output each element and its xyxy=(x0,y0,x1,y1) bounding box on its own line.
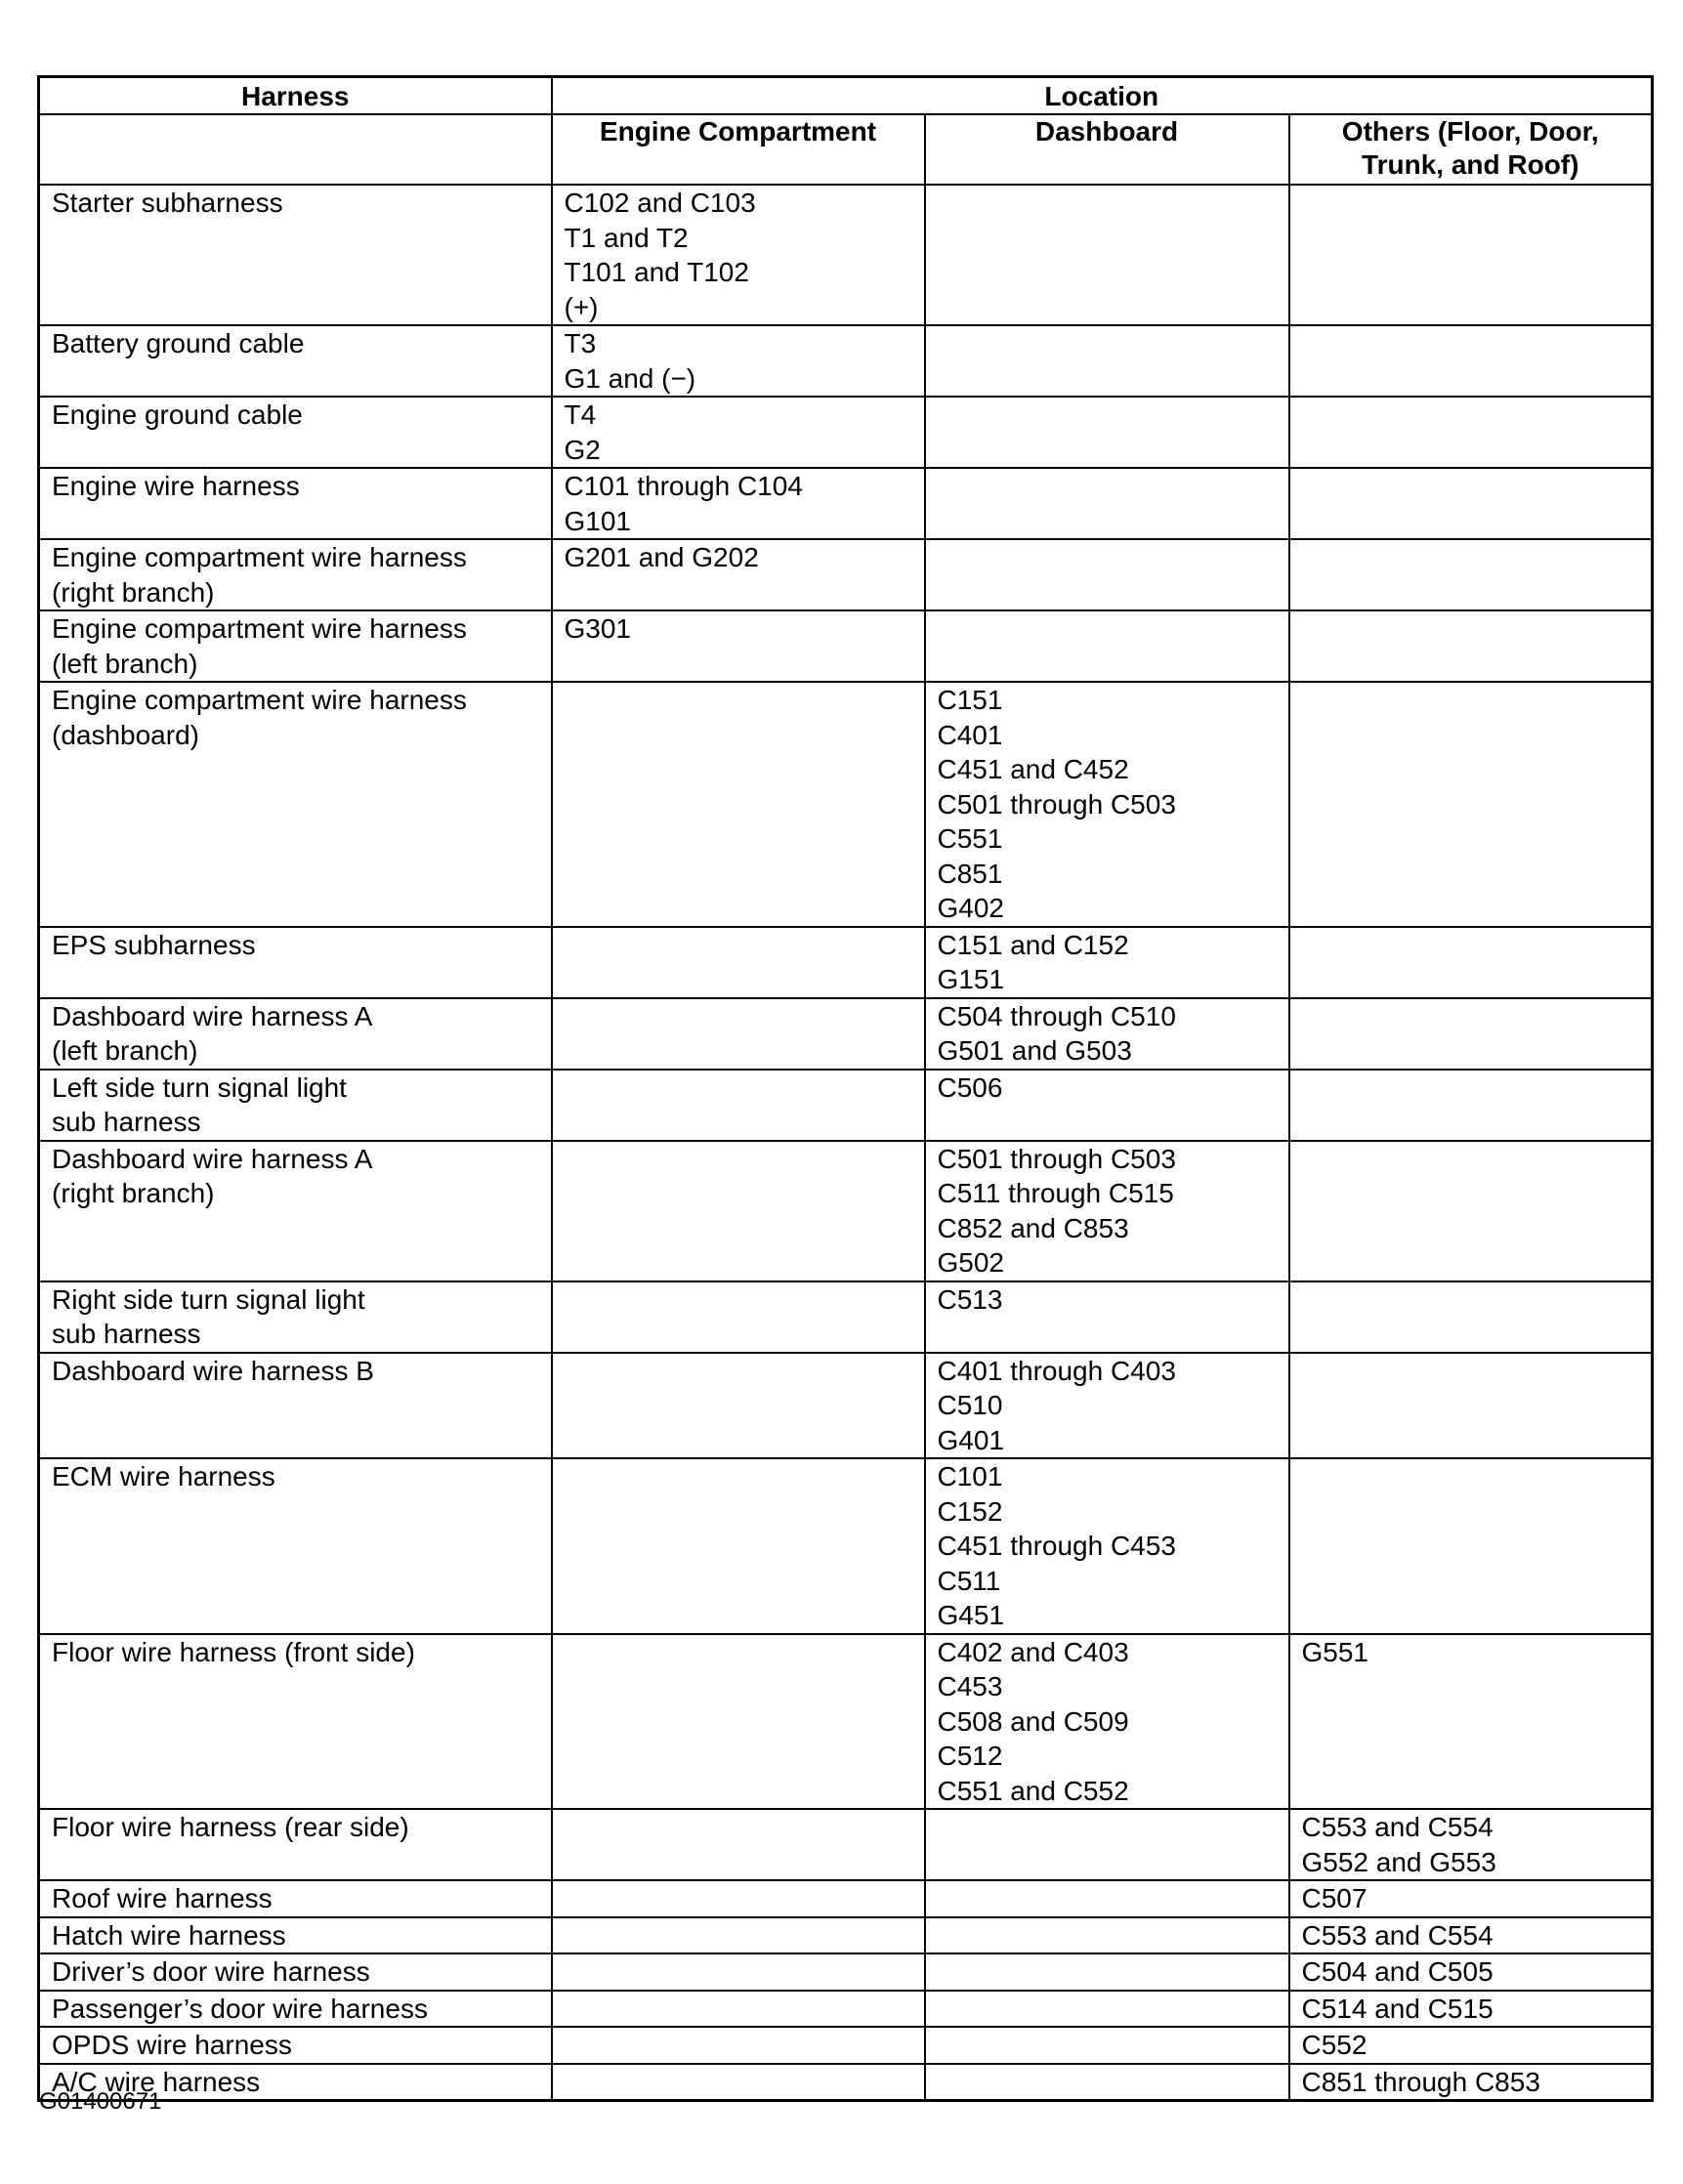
dashboard-cell xyxy=(925,682,1289,927)
table-row xyxy=(39,468,1653,539)
dashboard-cell xyxy=(925,1953,1289,1991)
dashboard-cell xyxy=(925,1353,1289,1459)
cell-line: Battery ground cable xyxy=(52,328,305,358)
engine-compartment-cell xyxy=(552,927,925,998)
engine-compartment-cell xyxy=(552,1281,925,1353)
header-harness: Harness xyxy=(39,77,552,115)
table-row xyxy=(39,325,1653,397)
dashboard-cell xyxy=(925,468,1289,539)
header-others xyxy=(1289,114,1653,185)
dashboard-cell xyxy=(925,397,1289,468)
header-harness-blank xyxy=(39,114,552,185)
engine-compartment-cell xyxy=(552,2064,925,2101)
dashboard-cell xyxy=(925,1070,1289,1141)
cell-line: C551 and C552 xyxy=(937,1775,1129,1806)
dashboard-cell xyxy=(925,998,1289,1070)
harness-cell xyxy=(39,1634,552,1810)
cell-line: C510 xyxy=(937,1390,1003,1420)
table-body xyxy=(39,185,1653,2101)
cell-line: C551 xyxy=(937,823,1003,854)
others-cell xyxy=(1289,2064,1653,2101)
table-row xyxy=(39,397,1653,468)
engine-compartment-cell xyxy=(552,1917,925,1954)
engine-compartment-cell xyxy=(552,610,925,682)
cell-line: Hatch wire harness xyxy=(52,1919,286,1951)
cell-line: (+) xyxy=(564,291,599,322)
others-cell xyxy=(1289,998,1653,1070)
engine-compartment-cell xyxy=(552,1880,925,1917)
cell-line: C501 through C503 xyxy=(937,1143,1176,1174)
others-cell xyxy=(1289,1141,1653,1281)
dashboard-cell xyxy=(925,1809,1289,1880)
harness-cell xyxy=(39,1809,552,1880)
cell-line: G151 xyxy=(937,964,1004,994)
table-row xyxy=(39,2064,1653,2101)
engine-compartment-cell xyxy=(552,468,925,539)
harness-cell xyxy=(39,1458,552,1634)
others-cell xyxy=(1289,1809,1653,1880)
cell-line: C852 and C853 xyxy=(937,1212,1129,1243)
cell-line: T101 and T102 xyxy=(564,257,749,287)
harness-cell xyxy=(39,325,552,397)
table-row xyxy=(39,927,1653,998)
table-row xyxy=(39,1141,1653,1281)
others-cell xyxy=(1289,468,1653,539)
cell-line: C553 and C554 xyxy=(1301,1919,1494,1951)
cell-line: sub harness xyxy=(52,1107,201,1137)
table-row xyxy=(39,1917,1653,1954)
others-cell xyxy=(1289,539,1653,610)
header-dashboard: Dashboard xyxy=(925,114,1289,185)
cell-line: OPDS wire harness xyxy=(52,2030,292,2060)
cell-line: C511 through C515 xyxy=(937,1178,1174,1208)
table-row xyxy=(39,682,1653,927)
cell-line: Passenger’s door wire harness xyxy=(52,1993,428,2024)
harness-cell xyxy=(39,185,552,325)
cell-line: Engine wire harness xyxy=(52,471,300,501)
harness-cell xyxy=(39,1070,552,1141)
table-row xyxy=(39,185,1653,325)
cell-line: (right branch) xyxy=(52,576,215,608)
cell-line: C402 and C403 xyxy=(937,1636,1129,1667)
others-cell xyxy=(1289,1953,1653,1991)
cell-line: C504 through C510 xyxy=(937,1000,1176,1031)
cell-line: A/C wire harness xyxy=(52,2066,261,2097)
cell-line: C152 xyxy=(937,1495,1003,1527)
table-row xyxy=(39,1070,1653,1141)
cell-line: EPS subharness xyxy=(52,929,256,960)
cell-line: Right side turn signal light xyxy=(52,1283,365,1315)
harness-cell xyxy=(39,1353,552,1459)
harness-location-table xyxy=(37,75,1654,2102)
table-row xyxy=(39,998,1653,1070)
cell-line: C453 xyxy=(937,1671,1003,1701)
engine-compartment-cell xyxy=(552,397,925,468)
cell-line: C851 through C853 xyxy=(1301,2066,1540,2097)
others-cell xyxy=(1289,185,1653,325)
cell-line: C553 and C554 xyxy=(1301,1812,1494,1842)
others-cell xyxy=(1289,1458,1653,1634)
harness-cell xyxy=(39,927,552,998)
cell-line: G502 xyxy=(937,1247,1004,1278)
engine-compartment-cell xyxy=(552,1991,925,2028)
cell-line: G401 xyxy=(937,1424,1004,1455)
header-others-line: Others (Floor, Door, xyxy=(1341,116,1599,147)
cell-line: G201 and G202 xyxy=(564,542,759,572)
engine-compartment-cell xyxy=(552,1141,925,1281)
cell-line: Dashboard wire harness B xyxy=(52,1355,374,1386)
dashboard-cell xyxy=(925,2027,1289,2064)
header-location: Location xyxy=(552,77,1653,115)
cell-line: C101 xyxy=(937,1461,1003,1491)
dashboard-cell xyxy=(925,1281,1289,1353)
engine-compartment-cell xyxy=(552,2027,925,2064)
cell-line: Left side turn signal light xyxy=(52,1071,347,1103)
cell-line: C102 and C103 xyxy=(564,188,756,218)
cell-line: C506 xyxy=(937,1071,1003,1103)
table-row xyxy=(39,1458,1653,1634)
harness-cell xyxy=(39,998,552,1070)
cell-line: T1 and T2 xyxy=(564,222,689,253)
table-row xyxy=(39,2027,1653,2064)
harness-cell xyxy=(39,468,552,539)
others-cell xyxy=(1289,1917,1653,1954)
cell-line: C451 through C453 xyxy=(937,1531,1176,1561)
table-row xyxy=(39,1634,1653,1810)
cell-line: G2 xyxy=(564,434,601,465)
cell-line: G451 xyxy=(937,1600,1004,1630)
table-row xyxy=(39,610,1653,682)
others-cell xyxy=(1289,1880,1653,1917)
others-cell xyxy=(1289,2027,1653,2064)
harness-cell xyxy=(39,397,552,468)
table-row xyxy=(39,1809,1653,1880)
cell-line: Floor wire harness (rear side) xyxy=(52,1812,409,1842)
harness-cell xyxy=(39,1880,552,1917)
harness-cell xyxy=(39,1281,552,1353)
engine-compartment-cell xyxy=(552,1809,925,1880)
cell-line: ECM wire harness xyxy=(52,1461,275,1491)
cell-line: T3 xyxy=(564,328,597,358)
harness-cell xyxy=(39,1141,552,1281)
cell-line: Engine ground cable xyxy=(52,399,303,430)
cell-line: C451 and C452 xyxy=(937,754,1129,784)
cell-line: Driver’s door wire harness xyxy=(52,1956,370,1987)
cell-line: G301 xyxy=(564,613,631,644)
others-cell xyxy=(1289,927,1653,998)
cell-line: G501 and G503 xyxy=(937,1035,1132,1066)
cell-line: G1 and (−) xyxy=(564,362,696,394)
others-cell xyxy=(1289,1281,1653,1353)
cell-line: (left branch) xyxy=(52,648,198,679)
cell-line: C552 xyxy=(1301,2030,1367,2060)
harness-cell xyxy=(39,682,552,927)
dashboard-cell xyxy=(925,185,1289,325)
cell-line: sub harness xyxy=(52,1319,201,1349)
engine-compartment-cell xyxy=(552,539,925,610)
figure-id: G01400671 xyxy=(39,2088,162,2115)
harness-cell xyxy=(39,1991,552,2028)
engine-compartment-cell xyxy=(552,1953,925,1991)
dashboard-cell xyxy=(925,1991,1289,2028)
harness-cell xyxy=(39,610,552,682)
cell-line: T4 xyxy=(564,399,597,430)
cell-line: Dashboard wire harness A xyxy=(52,1143,373,1174)
cell-line: C512 xyxy=(937,1741,1003,1771)
engine-compartment-cell xyxy=(552,1458,925,1634)
cell-line: C851 xyxy=(937,858,1003,889)
engine-compartment-cell xyxy=(552,1353,925,1459)
cell-line: C511 xyxy=(937,1565,1001,1596)
others-cell xyxy=(1289,1634,1653,1810)
cell-line: C401 through C403 xyxy=(937,1355,1176,1386)
harness-cell xyxy=(39,1953,552,1991)
cell-line: G551 xyxy=(1301,1636,1368,1667)
cell-line: C501 through C503 xyxy=(937,788,1176,819)
engine-compartment-cell xyxy=(552,325,925,397)
others-cell xyxy=(1289,1070,1653,1141)
engine-compartment-cell xyxy=(552,1634,925,1810)
cell-line: C514 and C515 xyxy=(1301,1993,1494,2024)
cell-line: Dashboard wire harness A xyxy=(52,1000,373,1031)
others-cell xyxy=(1289,397,1653,468)
cell-line: Engine compartment wire harness xyxy=(52,613,467,644)
dashboard-cell xyxy=(925,1634,1289,1810)
table-row xyxy=(39,1353,1653,1459)
cell-line: C401 xyxy=(937,719,1003,750)
dashboard-cell xyxy=(925,325,1289,397)
engine-compartment-cell xyxy=(552,998,925,1070)
table-row xyxy=(39,539,1653,610)
cell-line: Starter subharness xyxy=(52,188,283,218)
harness-cell xyxy=(39,1917,552,1954)
cell-line: Floor wire harness (front side) xyxy=(52,1636,415,1667)
cell-line: C151 xyxy=(937,685,1003,715)
dashboard-cell xyxy=(925,2064,1289,2101)
cell-line: C513 xyxy=(937,1283,1003,1315)
cell-line: C507 xyxy=(1301,1883,1367,1913)
cell-line: (left branch) xyxy=(52,1035,198,1066)
harness-cell xyxy=(39,2027,552,2064)
others-cell xyxy=(1289,682,1653,927)
engine-compartment-cell xyxy=(552,682,925,927)
others-cell xyxy=(1289,1353,1653,1459)
others-cell xyxy=(1289,325,1653,397)
harness-cell xyxy=(39,539,552,610)
cell-line: G101 xyxy=(564,505,631,536)
cell-line: (right branch) xyxy=(52,1178,215,1208)
dashboard-cell xyxy=(925,610,1289,682)
cell-line: Engine compartment wire harness xyxy=(52,542,467,572)
cell-line: C504 and C505 xyxy=(1301,1956,1494,1987)
others-cell xyxy=(1289,610,1653,682)
engine-compartment-cell xyxy=(552,185,925,325)
dashboard-cell xyxy=(925,927,1289,998)
table-row xyxy=(39,1953,1653,1991)
others-cell xyxy=(1289,1991,1653,2028)
cell-line: (dashboard) xyxy=(52,719,199,750)
dashboard-cell xyxy=(925,539,1289,610)
header-engine-compartment: Engine Compartment xyxy=(552,114,925,185)
cell-line: C508 and C509 xyxy=(937,1705,1129,1737)
dashboard-cell xyxy=(925,1917,1289,1954)
cell-line: Engine compartment wire harness xyxy=(52,685,467,715)
cell-line: C151 and C152 xyxy=(937,929,1129,960)
table-row xyxy=(39,1880,1653,1917)
dashboard-cell xyxy=(925,1880,1289,1917)
table-row xyxy=(39,1281,1653,1353)
dashboard-cell xyxy=(925,1141,1289,1281)
cell-line: Roof wire harness xyxy=(52,1883,273,1913)
cell-line: G402 xyxy=(937,893,1004,923)
table-row xyxy=(39,1991,1653,2028)
cell-line: C101 through C104 xyxy=(564,471,803,501)
engine-compartment-cell xyxy=(552,1070,925,1141)
cell-line: G552 and G553 xyxy=(1301,1846,1496,1877)
header-others-line: Trunk, and Roof) xyxy=(1362,149,1579,180)
dashboard-cell xyxy=(925,1458,1289,1634)
